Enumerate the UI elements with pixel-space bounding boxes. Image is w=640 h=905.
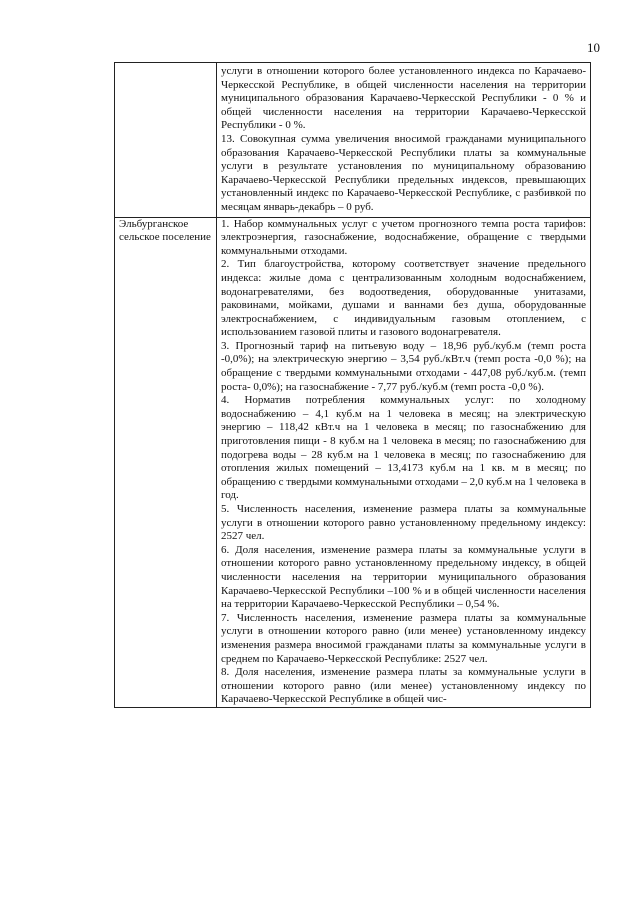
indicator-paragraph: 1. Набор коммунальных услуг с учетом прогнозного темпа роста тарифов: электроэнергия, газоснабжение, водоснабжение, обращение с твердыми коммунальными отходами.: [221, 217, 586, 257]
indicator-paragraph: услуги в отношении которого более установленного индекса по Карачаево-Черкесской Республике, в общей численности населения на территории муниципального образования Карачаево-Черкесской Республики - 0 % и общей численности населения на территории Карачаево-Черкесской Республики - 0 %.: [221, 65, 586, 132]
table-row: [115, 217, 591, 707]
indicator-paragraph: 8. Доля населения, изменение размера платы за коммунальные услуги в отношении которого равно (или менее) установленному индексу по Карачаево-Черкесской Республике в общей чис-: [221, 666, 586, 706]
indicator-paragraph: 13. Совокупная сумма увеличения вносимой гражданами муниципального образования Карачаево-Черкесской Республики платы за коммунальные услуги в результате установления по муниципальному образованию Карачаево-Черкесской Республики предельных индексов, превышающих установленный индекс по Карачаево-Черкесской Республике, с разбивкой по месяцам январь-декабрь – 0 руб.: [221, 132, 586, 213]
indicator-paragraph: 6. Доля населения, изменение размера платы за коммунальные услуги в отношении которого равно установленному предельному индексу, в общей численности населения на территории муниципального образования Карачаево-Черкесской Республики –100 % и в общей численности населения на территории Карачаево-Черкесской Республики – 0,54 %.: [221, 543, 586, 611]
table-row: [115, 63, 591, 218]
page-number: 10: [587, 40, 600, 55]
municipality-table: [114, 62, 591, 708]
municipality-cell: Эльбурганское сельское поселение: [115, 217, 217, 707]
indicator-paragraph: 3. Прогнозный тариф на питьевую воду – 18,96 руб./куб.м (темп роста -0,0%); на электрическую энергию – 3,54 руб./кВт.ч (темп роста -0,0 %); на обращение с твердыми коммунальными отходами - 447,08 руб./куб.м. (темп роста- 0,0%); на газоснабжение - 7,77 руб./куб.м (темп роста -0,0 %).: [221, 339, 586, 393]
municipality-cell: [115, 63, 217, 218]
indicator-paragraph: 2. Тип благоустройства, которому соответствует значение предельного индекса: жилые дома с централизованным холодным водоснабжением, водонагревателями, без водоотведения, оборудованные унитазами, раковинами, мойками, душами и ваннами без душа, оборудованные электроснабжением, с индивидуальным газовым отоплением, с использованием газовой плиты и газового водонагревателя.: [221, 258, 586, 339]
indicator-paragraph: 7. Численность населения, изменение размера платы за коммунальные услуги в отношении которого равно (или менее) установленному индексу изменения размера вносимой гражданами платы за коммунальные услуги в среднем по Карачаево-Черкесской Республике: 2527 чел.: [221, 611, 586, 665]
indicator-paragraph: 4. Норматив потребления коммунальных услуг: по холодному водоснабжению – 4,1 куб.м на 1 человека в месяц; на электрическую энергию – 118,42 кВт.ч на 1 человека в месяц; по газоснабжению для приготовления пищи - 8 куб.м на 1 человека в месяц; по газоснабжению для подогрева воды – 28 куб.м на 1 человека в месяц; по газоснабжению для отопления жилых помещений – 13,4173 куб.м на 1 кв. м в месяц; по обращению с твердыми коммунальными отходами – 2,0 куб.м на 1 человека в год.: [221, 394, 586, 502]
indicators-cell: [217, 63, 591, 218]
indicator-paragraph: 5. Численность населения, изменение размера платы за коммунальные услуги в отношении которого равно установленному предельному индексу: 2527 чел.: [221, 503, 586, 543]
indicators-cell: [217, 217, 591, 707]
